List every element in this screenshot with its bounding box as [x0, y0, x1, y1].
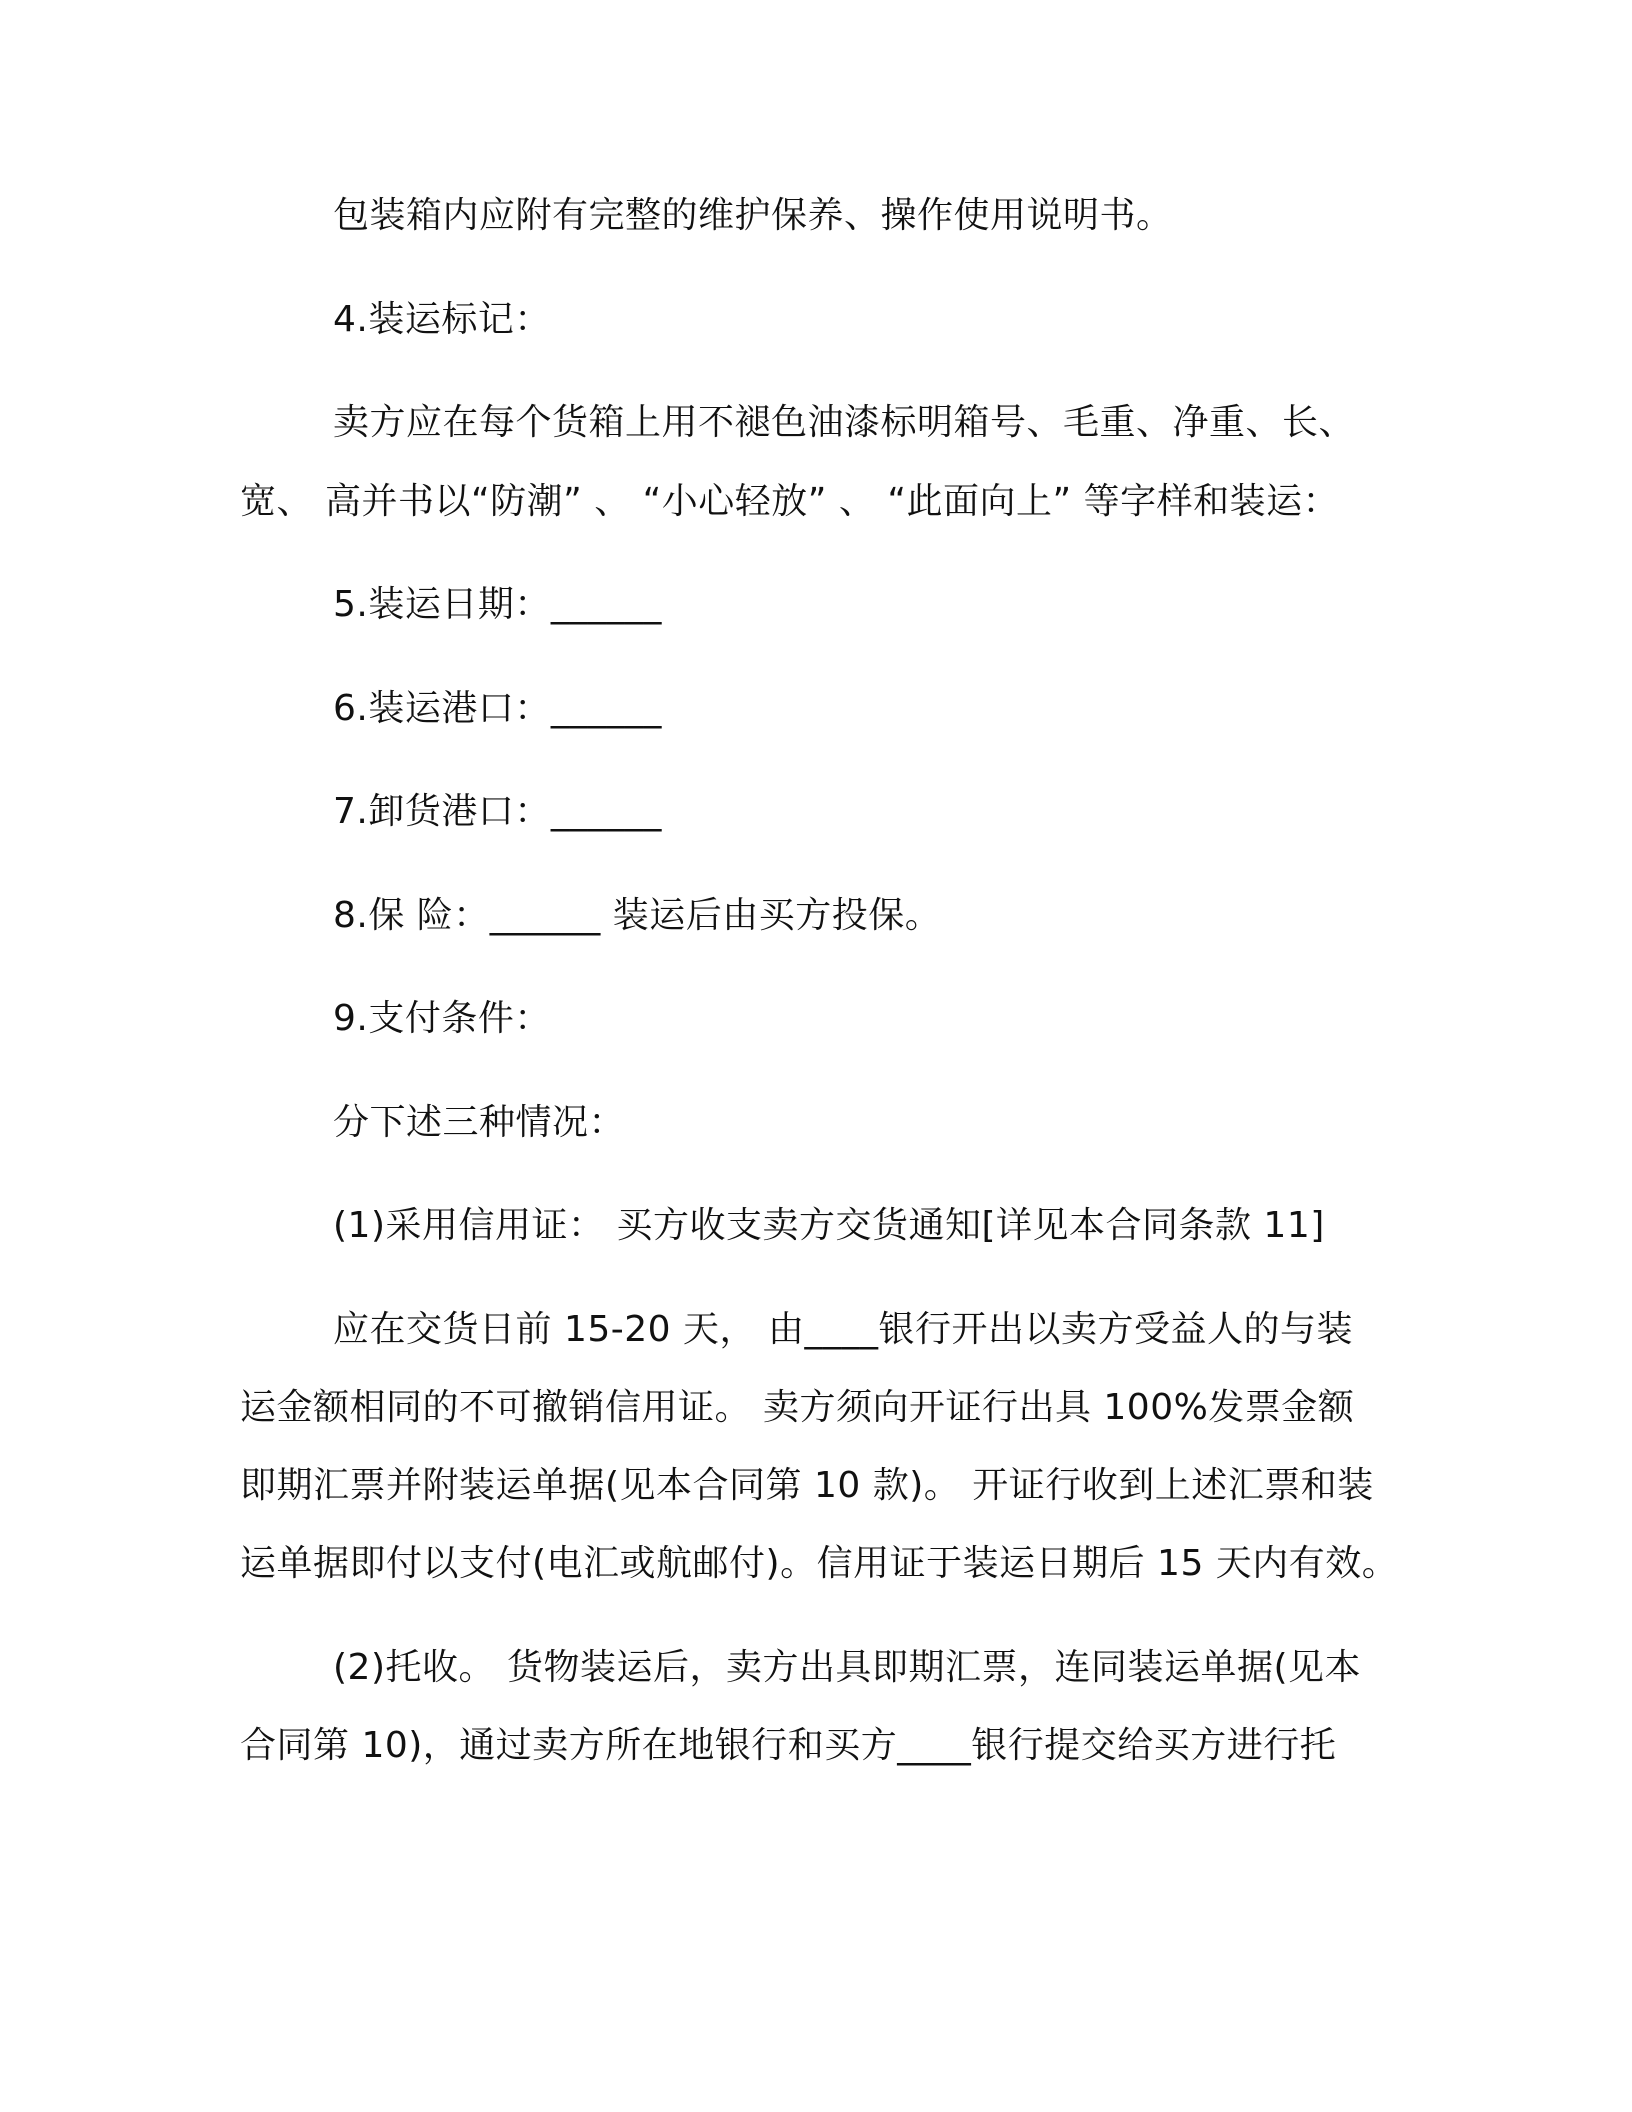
letter-of-credit-heading: (1)采用信用证： 买方收支卖方交货通知[详见本合同条款 11]: [333, 1205, 1325, 1246]
letter-of-credit-line-4: 运单据即付以支付(电汇或航邮付)。信用证于装运日期后 15 天内有效。: [240, 1543, 1399, 1584]
discharge-port-line: 7.卸货港口：______: [333, 791, 662, 832]
letter-of-credit-line-1: 应在交货日前 15-20 天， 由____银行开出以卖方受益人的与装: [333, 1309, 1353, 1350]
shipping-marks-text-line-2: 宽、 高并书以“防潮” 、 “小心轻放” 、 “此面向上” 等字样和装运：: [240, 481, 1340, 522]
letter-of-credit-line-3: 即期汇票并附装运单据(见本合同第 10 款)。 开证行收到上述汇票和装: [240, 1465, 1374, 1506]
collection-line-1: (2)托收。 货物装运后，卖方出具即期汇票，连同装运单据(见本: [333, 1647, 1361, 1688]
shipping-marks-text-line-1: 卖方应在每个货箱上用不褪色油漆标明箱号、毛重、净重、长、: [333, 402, 1356, 443]
letter-of-credit-line-2: 运金额相同的不可撤销信用证。 卖方须向开证行出具 100%发票金额: [240, 1387, 1355, 1428]
collection-line-2: 合同第 10)，通过卖方所在地银行和买方____银行提交给买方进行托: [240, 1725, 1337, 1766]
insurance-line: 8.保 险：______ 装运后由买方投保。: [333, 895, 942, 936]
payment-terms-heading: 9.支付条件：: [333, 998, 551, 1039]
loading-port-line: 6.装运港口：______: [333, 688, 662, 729]
shipment-date-line: 5.装运日期：______: [333, 584, 662, 625]
shipping-marks-heading: 4.装运标记：: [333, 299, 551, 340]
packing-manual-line: 包装箱内应附有完整的维护保养、操作使用说明书。: [333, 195, 1173, 236]
three-cases-line: 分下述三种情况：: [333, 1102, 626, 1143]
